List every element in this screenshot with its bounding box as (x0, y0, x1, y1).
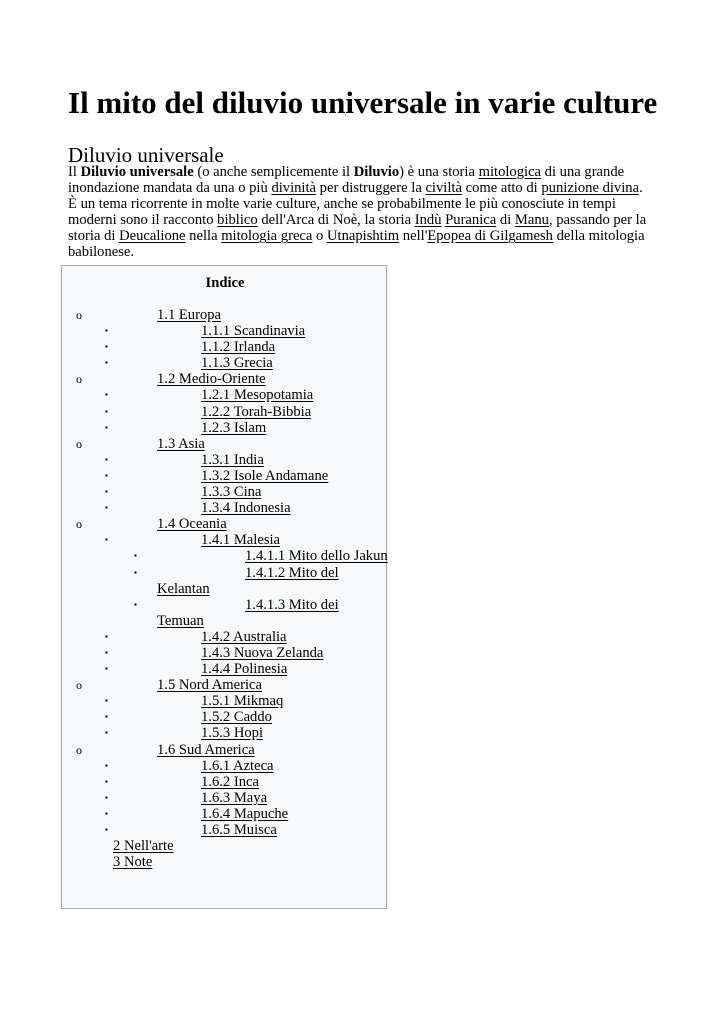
toc-link[interactable]: 1.3.2 Isole Andamane (201, 467, 329, 484)
square-bullet-icon: ▪ (105, 825, 108, 834)
square-bullet-icon: ▪ (105, 631, 108, 641)
intro-text: come atto di (461, 180, 542, 197)
intro-line (68, 244, 652, 260)
square-bullet-icon: ▪ (105, 470, 108, 480)
toc-link[interactable]: 1.5.1 Mikmaq (201, 693, 284, 710)
toc-link[interactable]: Kelantan (157, 580, 210, 597)
toc-item (62, 725, 388, 741)
toc-link[interactable]: 1.4.2 Australia (201, 628, 287, 645)
intro-link[interactable]: biblico (217, 212, 258, 229)
toc-item (62, 806, 388, 822)
square-bullet-icon: ▪ (105, 647, 108, 657)
intro-link[interactable]: divinità (271, 180, 317, 197)
square-bullet-icon: ▪ (105, 808, 108, 818)
intro-text: della mitologia (552, 228, 645, 245)
toc-item (62, 307, 388, 323)
toc-list (62, 307, 388, 870)
toc-item (62, 822, 388, 838)
toc-link[interactable]: 1.4.3 Nuova Zelanda (201, 644, 324, 661)
toc-item-continuation (62, 581, 388, 597)
toc-link[interactable]: Temuan (157, 612, 204, 629)
toc-link[interactable]: 2 Nell'arte (113, 838, 174, 855)
intro-link[interactable]: civiltà (425, 180, 462, 197)
toc-link[interactable]: 1.1 Europa (157, 307, 222, 323)
toc-link[interactable]: 3 Note (113, 854, 153, 871)
toc-item (62, 693, 388, 709)
intro-line (68, 180, 652, 196)
intro-line (68, 212, 652, 228)
intro-line (68, 196, 652, 212)
toc-link[interactable]: 1.3.3 Cina (201, 484, 262, 501)
square-bullet-icon: ▪ (105, 696, 108, 706)
toc-item (62, 565, 388, 581)
square-bullet-icon: ▪ (105, 487, 108, 497)
toc-item (62, 500, 388, 516)
toc-item (62, 838, 388, 854)
intro-paragraph (68, 164, 652, 261)
toc-link[interactable]: 1.6.4 Mapuche (201, 805, 289, 822)
toc-link[interactable]: 1.3 Asia (157, 435, 205, 452)
square-bullet-icon: ▪ (105, 358, 108, 368)
square-bullet-icon: ▪ (105, 535, 108, 545)
toc-link[interactable]: 1.5 Nord America (157, 677, 262, 694)
intro-text: nell' (399, 228, 428, 245)
circle-bullet-icon: o (76, 742, 82, 757)
toc-link[interactable]: 1.2.1 Mesopotamia (201, 387, 314, 404)
toc-item (62, 758, 388, 774)
toc-item-continuation (62, 613, 388, 629)
toc-item (62, 854, 388, 870)
square-bullet-icon: ▪ (105, 728, 108, 738)
square-bullet-icon: ▪ (105, 760, 108, 770)
toc-item (62, 355, 388, 371)
toc-link[interactable]: 1.4 Oceania (157, 516, 227, 533)
toc-item (62, 645, 388, 661)
intro-link[interactable]: punizione divina (541, 180, 640, 197)
square-bullet-icon: ▪ (105, 664, 108, 674)
toc-link[interactable]: 1.5.3 Hopi (201, 725, 264, 742)
circle-bullet-icon: o (76, 308, 82, 322)
intro-link[interactable]: Manu (514, 212, 549, 229)
square-bullet-icon: ▪ (105, 390, 108, 400)
intro-link[interactable]: mitologia greca (221, 228, 313, 245)
toc-link[interactable]: 1.4.1.2 Mito del (245, 564, 339, 581)
toc-link[interactable]: 1.1.3 Grecia (201, 355, 273, 372)
toc-item (62, 420, 388, 436)
toc-link[interactable]: 1.6.1 Azteca (201, 757, 274, 774)
toc-link[interactable]: 1.4.4 Polinesia (201, 661, 288, 678)
toc-item (62, 468, 388, 484)
intro-text: moderni sono il racconto (68, 212, 218, 229)
table-of-contents (61, 265, 387, 909)
toc-item (62, 774, 388, 790)
toc-item (62, 484, 388, 500)
toc-link[interactable]: 1.6 Sud America (157, 741, 255, 758)
toc-link[interactable]: 1.2.2 Torah-Bibbia (201, 403, 312, 420)
section-title: Diluvio universale (68, 143, 224, 167)
intro-link[interactable]: Puranica (445, 212, 497, 229)
toc-link[interactable]: 1.4.1.1 Mito dello Jakun (245, 548, 388, 565)
intro-link[interactable]: mitologica (478, 164, 542, 180)
intro-text: . (639, 180, 643, 197)
intro-text: o (312, 228, 327, 245)
square-bullet-icon: ▪ (105, 454, 108, 464)
toc-item (62, 548, 388, 564)
square-bullet-icon: ▪ (134, 599, 137, 609)
toc-link[interactable]: 1.1.1 Scandinavia (201, 323, 306, 340)
intro-text: inondazione mandata da una o più (68, 180, 272, 197)
intro-link[interactable]: Utnapishtim (326, 228, 400, 245)
toc-link[interactable]: 1.4.1.3 Mito dei (245, 596, 339, 613)
intro-text: Il (68, 164, 81, 180)
square-bullet-icon: ▪ (134, 551, 137, 561)
intro-text: storia di (68, 228, 120, 245)
intro-link[interactable]: Indù (414, 212, 442, 229)
circle-bullet-icon: o (76, 517, 82, 532)
circle-bullet-icon: o (76, 436, 82, 451)
square-bullet-icon: ▪ (105, 776, 108, 786)
intro-bold-term: Diluvio universale (80, 164, 194, 180)
toc-link[interactable]: 1.1.2 Irlanda (201, 339, 276, 356)
toc-link[interactable]: 1.2.3 Islam (201, 419, 267, 436)
toc-item (62, 436, 388, 452)
intro-text: per distruggere la (316, 180, 426, 197)
square-bullet-icon: ▪ (134, 567, 137, 577)
toc-item (62, 404, 388, 420)
toc-link[interactable]: 1.5.2 Caddo (201, 709, 272, 726)
circle-bullet-icon: o (76, 678, 82, 693)
intro-link[interactable]: Epopea di Gilgamesh (427, 228, 553, 245)
intro-text: nella (185, 228, 222, 245)
toc-item (62, 742, 388, 758)
toc-item (62, 677, 388, 693)
intro-text: (o anche semplicemente il (193, 164, 354, 180)
toc-link[interactable]: 1.2 Medio-Oriente (157, 371, 266, 388)
intro-text: ) è una storia (399, 164, 479, 180)
toc-link[interactable]: 1.4.1 Malesia (201, 532, 281, 549)
toc-item (62, 629, 388, 645)
intro-text: di una grande (541, 164, 625, 180)
toc-item (62, 597, 388, 613)
intro-text: di (496, 212, 515, 229)
toc-item (62, 387, 388, 403)
intro-text: , passando per la (548, 212, 647, 229)
toc-item (62, 532, 388, 548)
toc-item (62, 790, 388, 806)
square-bullet-icon: ▪ (105, 406, 108, 416)
toc-link[interactable]: 1.6.3 Maya (201, 789, 268, 806)
toc-item (62, 709, 388, 725)
toc-link[interactable]: 1.3.4 Indonesia (201, 500, 291, 517)
square-bullet-icon: ▪ (105, 792, 108, 802)
intro-text: babilonese. (68, 244, 135, 261)
intro-line (68, 164, 652, 180)
toc-item (62, 339, 388, 355)
toc-item (62, 371, 388, 387)
toc-title: Indice (205, 275, 245, 291)
intro-bold-term: Diluvio (353, 164, 400, 180)
circle-bullet-icon: o (76, 372, 82, 387)
toc-item (62, 323, 388, 339)
square-bullet-icon: ▪ (105, 422, 108, 432)
toc-item (62, 661, 388, 677)
page-title: Il mito del diluvio universale in varie culture (68, 85, 658, 120)
toc-link[interactable]: 1.3.1 India (201, 451, 264, 468)
intro-link[interactable]: Deucalione (119, 228, 186, 245)
toc-item (62, 452, 388, 468)
toc-link[interactable]: 1.6.5 Muisca (201, 822, 277, 838)
intro-line (68, 228, 652, 244)
square-bullet-icon: ▪ (105, 712, 108, 722)
square-bullet-icon: ▪ (105, 326, 108, 336)
square-bullet-icon: ▪ (105, 503, 108, 513)
intro-text: dell'Arca di Noè, la storia (257, 212, 415, 229)
toc-item (62, 516, 388, 532)
square-bullet-icon: ▪ (105, 342, 108, 352)
toc-link[interactable]: 1.6.2 Inca (201, 773, 259, 790)
intro-text: È un tema ricorrente in molte varie culture, anche se probabilmente le più conosciute in tempi (68, 196, 616, 213)
